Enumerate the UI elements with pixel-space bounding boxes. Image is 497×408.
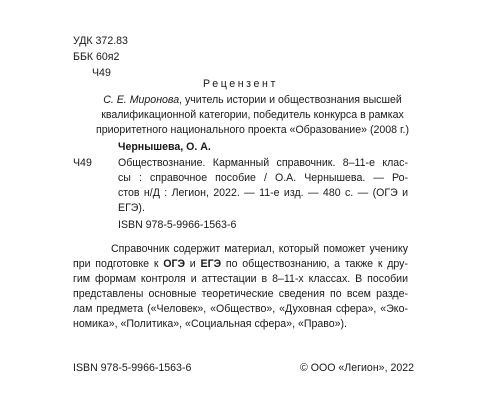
author-mark: Ч49	[92, 67, 111, 79]
author-name: Чернышева, О. А.	[118, 141, 211, 153]
isbn-inner: ISBN 978-5-9966-1563-6	[118, 219, 237, 231]
biblio-line: сы : справочное пособие / О.А. Чернышева. — Ро-	[118, 172, 408, 184]
ege-abbr: ЕГЭ	[200, 258, 222, 270]
footer-copyright: © ООО «Легион», 2022	[300, 362, 415, 374]
reviewer-line-2: квалификационной категории, победитель конкурса в рамках	[101, 109, 404, 121]
footer-isbn: ISBN 978-5-9966-1563-6	[73, 362, 192, 374]
description-line: номика», «Политика», «Социальная сфера», «Право»).	[73, 318, 348, 330]
reviewer-block	[60, 93, 445, 138]
description-text: и	[185, 258, 201, 270]
oge-abbr: ОГЭ	[163, 258, 186, 270]
description-line: Справочник содержит материал, который поможет ученику	[111, 243, 408, 255]
description-line: лам предмета («Человек», «Общество», «Духовная сфера», «Эко-	[73, 303, 408, 315]
description-text: по обществознанию, а также к дру-	[221, 258, 409, 270]
description-text: при подготовке к	[73, 258, 164, 270]
biblio-mark: Ч49	[73, 157, 92, 169]
udk-code: УДК 372.83	[73, 35, 128, 47]
description-line: представлены основные теоретические сведения по всем разде-	[73, 288, 408, 300]
biblio-line: ЕГЭ).	[118, 202, 145, 214]
description-paragraph	[73, 242, 408, 332]
reviewer-name: С. Е. Миронова	[103, 94, 180, 106]
reviewer-line-3: приоритетного национального проекта «Образование» (2008 г.)	[95, 124, 410, 136]
reviewer-line-1	[60, 93, 445, 108]
description-line	[73, 257, 408, 272]
biblio-line: стов н/Д : Легион, 2022. — 11-е изд. — 480 с. — (ОГЭ и	[118, 187, 408, 199]
reviewer-heading: Рецензент	[203, 78, 278, 90]
description-line: гим формам контроля и аттестации в 8–11-х классах. В пособии	[73, 273, 408, 285]
biblio-line: Обществознание. Карманный справочник. 8–11-е клас-	[118, 157, 408, 169]
bibliographic-record	[118, 156, 408, 216]
bbk-code: ББК 60я2	[73, 51, 120, 63]
reviewer-title: , учитель истории и обществознания высшей	[179, 94, 402, 106]
